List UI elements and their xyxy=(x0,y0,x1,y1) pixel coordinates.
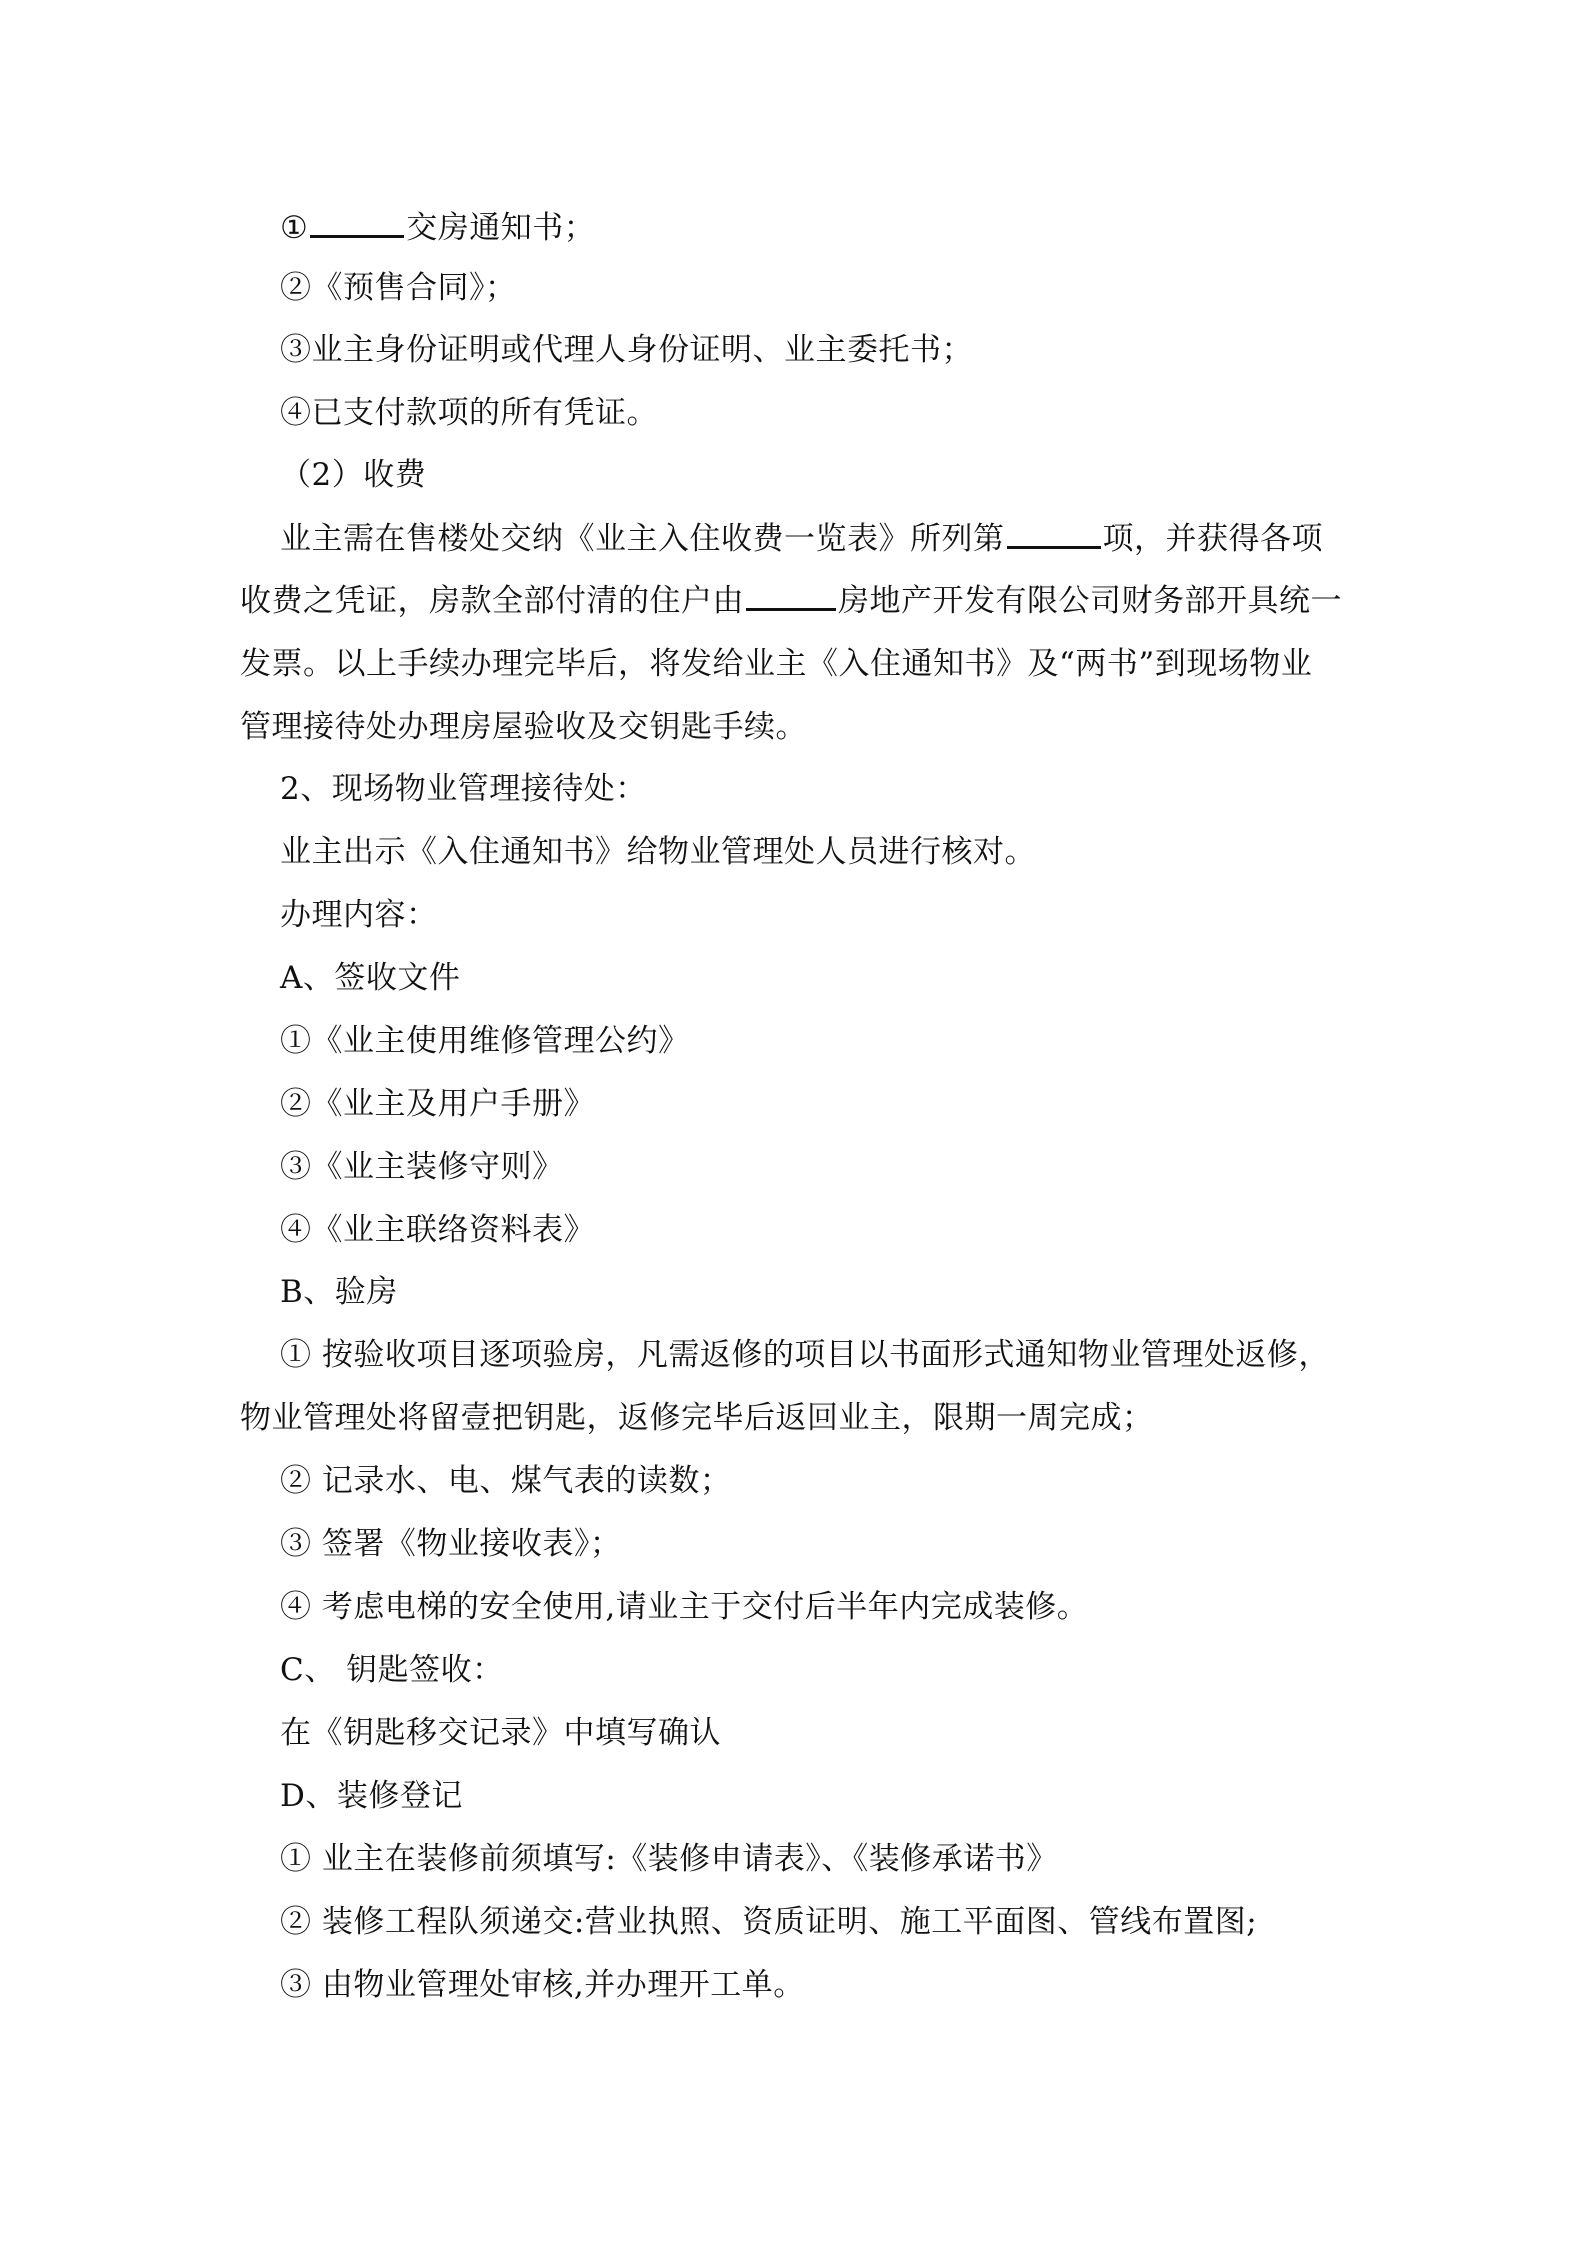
doc-line-7-before: 收费之凭证，房款全部付清的住户由 xyxy=(240,583,744,619)
doc-line-14: ①《业主使用维修管理公约》 xyxy=(280,1023,690,1059)
doc-line-19: ① 按验收项目逐项验房，凡需返修的项目以书面形式通知物业管理处返修， xyxy=(280,1337,1330,1373)
doc-line-6-after: 项，并获得各项 xyxy=(1102,521,1323,557)
doc-line-15: ②《业主及用户手册》 xyxy=(280,1086,595,1122)
doc-line-10: 2、现场物业管理接待处： xyxy=(280,771,647,807)
doc-line-28: ② 装修工程队须递交:营业执照、资质证明、施工平面图、管线布置图; xyxy=(280,1904,1258,1940)
doc-line-13: A、签收文件 xyxy=(280,960,461,996)
doc-line-25: 在《钥匙移交记录》中填写确认 xyxy=(280,1715,721,1751)
doc-line-7 xyxy=(240,581,1360,621)
doc-line-29: ③ 由物业管理处审核,并办理开工单。 xyxy=(280,1967,805,2003)
doc-line-21: ② 记录水、电、煤气表的读数； xyxy=(280,1463,732,1499)
doc-line-23: ④ 考虑电梯的安全使用,请业主于交付后半年内完成装修。 xyxy=(280,1589,1089,1625)
doc-line-2: ②《预售合同》； xyxy=(280,270,517,306)
doc-line-6 xyxy=(280,519,1400,559)
fill-blank xyxy=(746,582,836,611)
fill-blank xyxy=(1007,520,1101,549)
doc-line-12: 办理内容： xyxy=(280,897,438,933)
doc-line-4: ④已支付款项的所有凭证。 xyxy=(280,395,658,431)
doc-line-9: 管理接待处办理房屋验收及交钥匙手续。 xyxy=(240,709,807,745)
doc-line-8: 发票。以上手续办理完毕后，将发给业主《入住通知书》及“两书”到现场物业 xyxy=(240,646,1313,682)
doc-line-5: （2）收费 xyxy=(280,457,427,493)
doc-line-6-before: 业主需在售楼处交纳《业主入住收费一览表》所列第 xyxy=(280,521,1005,557)
doc-line-11: 业主出示《入住通知书》给物业管理处人员进行核对。 xyxy=(280,834,1036,870)
doc-line-26: D、装修登记 xyxy=(280,1778,463,1814)
doc-line-20: 物业管理处将留壹把钥匙，返修完毕后返回业主，限期一周完成； xyxy=(240,1400,1154,1436)
doc-line-1-after: 交房通知书； xyxy=(406,210,596,246)
doc-line-27: ① 业主在装修前须填写:《装修申请表》、《装修承诺书》 xyxy=(280,1841,1058,1877)
doc-line-17: ④《业主联络资料表》 xyxy=(280,1212,595,1248)
doc-line-24: C、 钥匙签收： xyxy=(280,1652,504,1688)
doc-line-1 xyxy=(280,208,1400,248)
doc-line-3: ③业主身份证明或代理人身份证明、业主委托书； xyxy=(280,332,973,368)
doc-line-18: B、验房 xyxy=(280,1274,398,1310)
doc-line-16: ③《业主装修守则》 xyxy=(280,1149,564,1185)
doc-line-1-before: ① xyxy=(280,210,309,246)
fill-blank xyxy=(310,209,404,238)
doc-line-7-after: 房地产开发有限公司财务部开具统一 xyxy=(838,583,1342,619)
doc-line-22: ③ 签署《物业接收表》； xyxy=(280,1526,622,1562)
